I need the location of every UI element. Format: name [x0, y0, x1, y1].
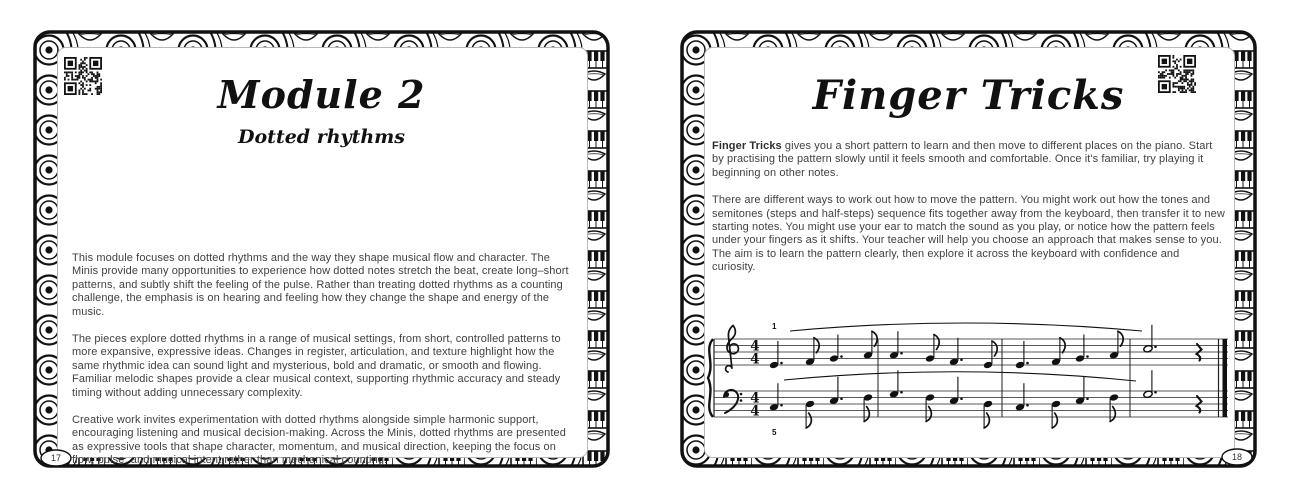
page-subtitle: Dotted rhythms — [238, 126, 405, 148]
paragraph: There are different ways to work out how to move the pattern. You might work out how the tones and semitones (steps and half-steps) sequence fits together away from the keyboard, then transfer it to new starting notes. You might use your ear to match the sound as you play, or notice how the pattern feels under your fingers as it shifts. Your teacher will help you choose an approach that makes sense to you. The aim is to learn the pattern clearly, then explore it across the keyboard with confidence and curiosity. — [712, 194, 1225, 274]
page-number: 18 — [1231, 452, 1243, 462]
paragraph — [712, 140, 1225, 180]
paragraph: Creative work invites experimentation with dotted rhythms alongside simple harmonic support, encouraging listening and musical decision-making. Across the Minis, dotted rhythms are presented as expressive tools that shape character, momentum, and musical direction, keeping the focus on flow, pulse, and musical intent rather than mechanical counting. — [72, 414, 566, 467]
page-left — [33, 30, 610, 468]
page-right — [680, 30, 1257, 468]
music-example — [706, 314, 1236, 444]
body-text — [712, 140, 1225, 289]
svg-text:4: 4 — [750, 403, 760, 420]
music-notation — [706, 314, 1236, 444]
lead-in-bold: Finger Tricks — [712, 140, 782, 152]
body-text — [72, 252, 572, 482]
paragraph: The pieces explore dotted rhythms in a range of musical settings, from short, controlled patterns to more expansive, expressive ideas. Changes in register, articulation, and texture highlight how the same rhythmic idea can sound light and mysterious, bold and dramatic, or smooth and flowing. Familiar melodic shapes provide a clear musical context, supporting rhythmic accuracy and steady timing without adding unnecessary complexity. — [72, 333, 561, 399]
svg-text:5: 5 — [772, 428, 777, 437]
page-number-badge — [40, 449, 72, 467]
lead-in-rest: gives you a short pattern to learn and then move to different places on the piano. Start by practising the pattern slowly until it feels smooth and comfortable. Once it's familiar, try playing it beginning on other notes. — [712, 140, 1213, 179]
svg-text:4: 4 — [750, 351, 760, 368]
svg-text:4: 4 — [750, 338, 760, 355]
svg-text:1: 1 — [772, 322, 777, 331]
page-number-badge — [1221, 448, 1253, 466]
page-title: Module 2 — [217, 72, 426, 117]
paragraph: This module focuses on dotted rhythms and the way they shape musical flow and character. The Minis provide many opportunities to experience how dotted notes stretch the beat, create long–short patterns, and subtly shift the feeling of the pulse. Rather than treating dotted rhythms as a counting challenge, the emphasis is on hearing and feeling how they change the shape and energy of the music. — [72, 252, 569, 318]
page-number: 17 — [50, 453, 62, 463]
svg-text:4: 4 — [750, 390, 760, 407]
page-title: Finger Tricks — [812, 72, 1125, 119]
